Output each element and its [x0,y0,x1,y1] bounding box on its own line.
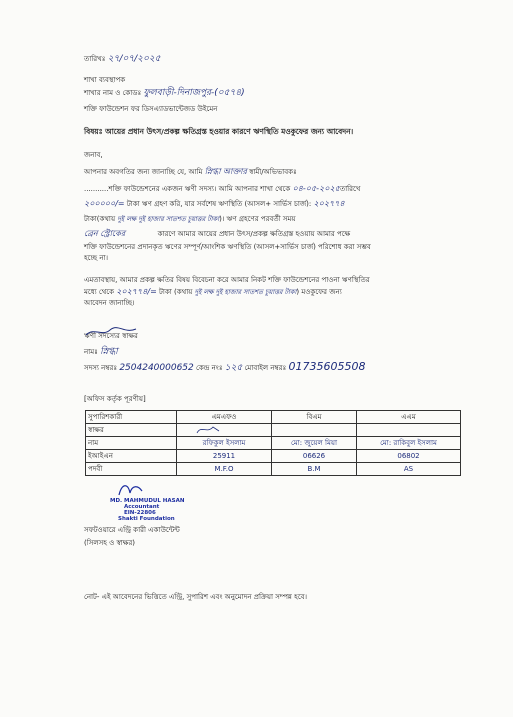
loan-amount: ২০০০০০/= [84,199,125,208]
stamp-org: Shakti Foundation [118,516,175,522]
para2-line-3: আবেদন জানাচ্ছি। [84,299,135,307]
ein-cell: 06626 [272,450,357,463]
row-label: পদবী [86,463,177,476]
body-line-4 [84,214,295,224]
name-label: নামঃ [84,348,98,356]
center-number: ১২৫ [224,363,243,373]
center-label: কেন্দ্র নংঃ [196,364,223,372]
subject-line: বিষয়ঃ আয়ের প্রধান উৎস/প্রকল্প ক্ষতিগ্রস্ত হওয়ার কারণে ঋণস্থিতি মওকুফের জন্য আবেদন। [84,127,354,136]
name-line [84,347,118,357]
table-header-row [86,411,461,424]
loan-date: ০৪-০৫-২০২৫ [292,184,340,193]
signature-cell [177,424,272,437]
signature-cell [357,424,461,437]
designation-cell: AS [357,463,461,476]
para2-line-1: এমতাবস্থায়, আমার প্রকল্প ক্ষতির বিষয় বিবেচনা করে আমার নিকট শক্তি ফাউন্ডেশনের পাওনা ঋণস্থিতির [84,276,370,284]
stamp-title: Accountant [124,504,160,510]
mobile-number: 01735605508 [288,360,366,373]
damage-reason: ব্রেন স্ট্রোকের [84,229,126,238]
branch-line [84,88,245,98]
borrower-name: স্নিগ্ধা [100,347,118,357]
body-line-7: হচ্ছে না। [84,254,109,262]
waiver-amount: ২০২৭৭৪/= [116,287,157,296]
body-text: ...........শক্তি ফাউন্ডেশনের একজন ঋণী সদস্য। আমি আপনার শাখা থেকে [84,185,291,193]
name-cell: রফিকুল ইসলাম [177,437,272,450]
stamp-name: MD. MAHMUDUL HASAN [110,498,185,504]
table-header-cell: বিএম [272,411,357,424]
footer-note: নোট- এই আবেদনের ভিত্তিতে এন্ট্রি, সুপারিশ এবং অনুমোদন প্রক্রিয়া সম্পন্ন হবে। [84,593,308,601]
ein-cell: 25911 [177,450,272,463]
signature-label: ঋণী সদস্যের স্বাক্ষর [84,332,138,340]
table-header-cell: সুপারিশকারী [86,411,177,424]
row-label: স্বাক্ষর [86,424,177,437]
designation-cell: M.F.O [177,463,272,476]
body-text: আপনার অবগতির জন্য জানাচ্ছি যে, আমি [84,168,203,176]
table-row [86,463,461,476]
recipient-title: শাখা ব্যবস্থাপক [84,76,126,84]
member-number: 2504240000652 [119,363,194,373]
accountant-signature [116,481,146,499]
date-line [84,54,161,64]
body-line-3 [84,199,345,209]
date-label: তারিখঃ [84,55,106,63]
office-heading: [অফিস কর্তৃক পূরণীয়] [84,395,146,403]
table-row [86,450,461,463]
body-line-1 [84,167,297,177]
row-label: নাম [86,437,177,450]
body-line-2 [84,184,360,194]
para2-line-2 [84,287,342,297]
borrower-signature [84,325,144,339]
member-label: সদস্য নম্বরঃ [84,364,118,372]
name-cell: মো: রাকিবুল ইসলাম [357,437,461,450]
accountant-line: সফটওয়ারে এন্ট্রি কারী একাউন্টেন্ট [84,526,180,534]
name-cell: মো: জুয়েল মিয়া [272,437,357,450]
body-text: কারণে আমার আয়ের প্রধান উৎস/প্রকল্প ক্ষতিগ্রস্ত হওয়ায় আমার পক্ষে [157,230,351,238]
table-row [86,424,461,437]
branch-label: শাখার নাম ও কোডঃ [84,89,142,97]
accountant-seal-note: (সিলসহ ও স্বাক্ষর) [84,539,136,547]
date-value: ২৭/০৭/২০২৫ [107,54,161,64]
body-line-5 [84,229,350,239]
applicant-name: স্নিগ্ধা আক্তার [204,167,247,176]
accountant-stamp [110,498,184,522]
branch-value: ফুলবাড়ী-দিনাজপুর-(০৫৭৪) [143,88,245,98]
member-info-line [84,362,365,373]
designation-cell: B.M [272,463,357,476]
body-text: )। ঋণ গ্রহণের পরবর্তী সময় [219,215,296,223]
stamp-ein: EIN-22806 [124,510,156,516]
ein-cell: 06802 [357,450,461,463]
org-name: শক্তি ফাউন্ডেশন ফর ডিসএ্যাডভান্টেজড উইমেন [84,105,218,113]
table-header-cell: এমএফও [177,411,272,424]
salutation: জনাব, [84,151,103,159]
amount-in-words: দুই লক্ষ দুই হাজার সাতশত চুয়াত্তর টাকা [117,215,220,223]
mobile-label: মোবাইল নম্বরঃ [244,364,287,372]
body-text: মধ্যে থেকে [84,288,114,296]
body-text: টাকা (কথায় [159,288,193,296]
body-text: টাকা(কথায় [84,215,116,223]
table-header-cell: এএম [357,411,461,424]
waiver-in-words: দুই লক্ষ দুই হাজার সাতশত চুয়াত্তর টাকা [194,288,297,296]
body-text: টাকা ঋণ গ্রহণ করি, যার সর্বশেষ ঋণস্থিতি (আসল+ সার্ভিস চার্জ): [126,200,312,208]
body-text: ) মওকুফের জন্য [296,288,342,296]
body-text: তারিখে [339,185,361,193]
outstanding-value: ২০২৭৭৪ [313,199,345,208]
row-label: ইআইএন [86,450,177,463]
signature-cell [272,424,357,437]
body-line-6: শক্তি ফাউন্ডেশনের প্রদানকৃত ঋণের সম্পূর্ণ/আংশিক ঋণস্থিতি (আসল+সার্ভিস চার্জ) পরিশোধ করা সম্ভব [84,243,371,251]
table-row [86,437,461,450]
office-table [85,410,461,476]
body-text: স্বামী/অভিভাবকঃ [249,168,297,176]
